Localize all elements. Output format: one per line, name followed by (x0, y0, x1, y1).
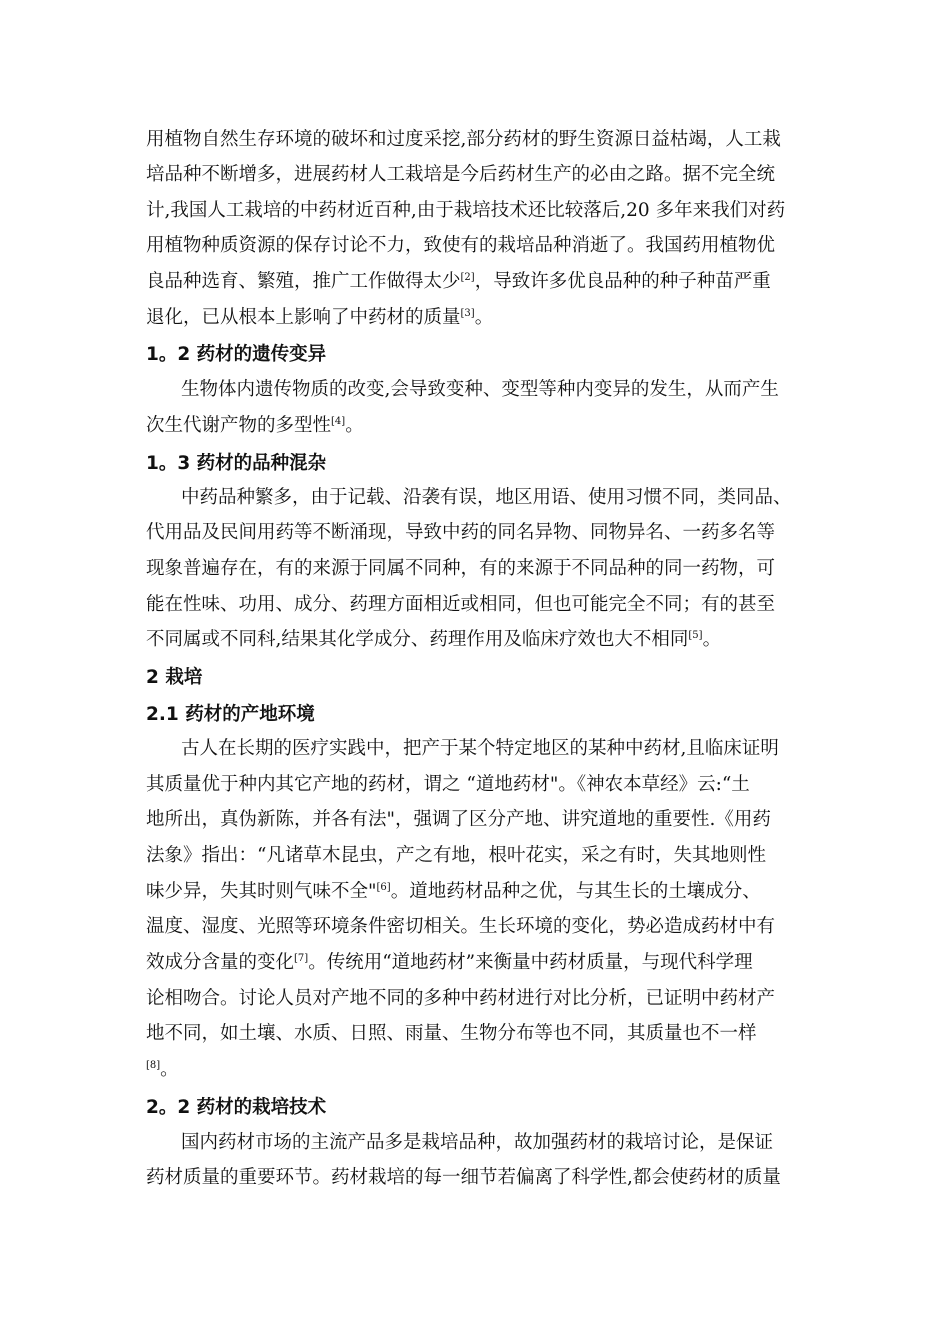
paragraph-line: 中药品种繁多，由于记载、沿袭有误，地区用语、使用习惯不同，类同品、 (181, 487, 792, 508)
paragraph-line: 良品种选育、繁殖，推广工作做得太少[2]，导致许多优良品种的种子种苗严重 (146, 271, 771, 292)
paragraph-line: 地所出，真伪新陈，并各有法"，强调了区分产地、讲究道地的重要性.《用药 (146, 809, 771, 830)
section-heading: 2。2 药材的栽培技术 (146, 1097, 327, 1118)
paragraph-line: 味少异，失其时则气味不全"[6]。道地药材品种之优，与其生长的土壤成分、 (146, 881, 761, 902)
paragraph-line: [8]。 (146, 1059, 179, 1080)
citation-ref: [4] (331, 415, 346, 427)
paragraph-line: 其质量优于种内其它产地的药材，谓之 “道地药材"。《神农本草经》云:“土 (146, 774, 750, 795)
paragraph-line: 用植物自然生存环境的破坏和过度采挖,部分药材的野生资源日益枯竭，人工栽 (146, 129, 781, 150)
paragraph-line: 法象》指出：“凡诸草木昆虫，产之有地，根叶花实，采之有时，失其地则性 (146, 845, 766, 866)
paragraph-line: 论相吻合。讨论人员对产地不同的多种中药材进行对比分析，已证明中药材产 (146, 988, 776, 1009)
paragraph-line: 退化，已从根本上影响了中药材的质量[3]。 (146, 307, 494, 328)
paragraph-line: 效成分含量的变化[7]。传统用“道地药材”来衡量中药材质量，与现代科学理 (146, 952, 753, 973)
paragraph-line: 培品种不断增多，进展药材人工栽培是今后药材生产的必由之路。据不完全统 (146, 164, 776, 185)
paragraph-line: 药材质量的重要环节。药材栽培的每一细节若偏离了科学性,都会使药材的质量 (146, 1167, 781, 1188)
citation-ref: [8] (146, 1059, 161, 1071)
paragraph-line: 次生代谢产物的多型性[4]。 (146, 415, 364, 436)
section-heading: 2.1 药材的产地环境 (146, 704, 315, 725)
citation-ref: [2] (460, 271, 475, 283)
paragraph-line: 能在性味、功用、成分、药理方面相近或相同，但也可能完全不同；有的甚至 (146, 594, 776, 615)
paragraph-line: 用植物种质资源的保存讨论不力，致使有的栽培品种消逝了。我国药用植物优 (146, 235, 776, 256)
paragraph-line: 计,我国人工栽培的中药材近百种,由于栽培技术还比较落后,20 多年来我们对药 (146, 200, 786, 221)
chapter-heading: 2 栽培 (146, 667, 203, 688)
section-heading: 1。2 药材的遗传变异 (146, 344, 327, 365)
paragraph-line: 不同属或不同科,结果其化学成分、药理作用及临床疗效也大不相同[5]。 (146, 629, 722, 650)
citation-ref: [7] (294, 952, 309, 964)
paragraph-line: 古人在长期的医疗实践中，把产于某个特定地区的某种中药材,且临床证明 (181, 738, 779, 759)
citation-ref: [5] (688, 629, 703, 641)
paragraph-line: 生物体内遗传物质的改变,会导致变种、变型等种内变异的发生，从而产生 (181, 379, 779, 400)
paragraph-line: 国内药材市场的主流产品多是栽培品种，故加强药材的栽培讨论，是保证 (181, 1132, 774, 1153)
citation-ref: [6] (376, 881, 391, 893)
section-heading: 1。3 药材的品种混杂 (146, 453, 327, 474)
citation-ref: [3] (460, 307, 475, 319)
paragraph-line: 现象普遍存在，有的来源于同属不同种，有的来源于不同品种的同一药物，可 (146, 558, 776, 579)
paragraph-line: 温度、湿度、光照等环境条件密切相关。生长环境的变化，势必造成药材中有 (146, 916, 776, 937)
paragraph-line: 代用品及民间用药等不断涌现，导致中药的同名异物、同物异名、一药多名等 (146, 522, 776, 543)
paragraph-line: 地不同，如土壤、水质、日照、雨量、生物分布等也不同，其质量也不一样 (146, 1023, 757, 1044)
